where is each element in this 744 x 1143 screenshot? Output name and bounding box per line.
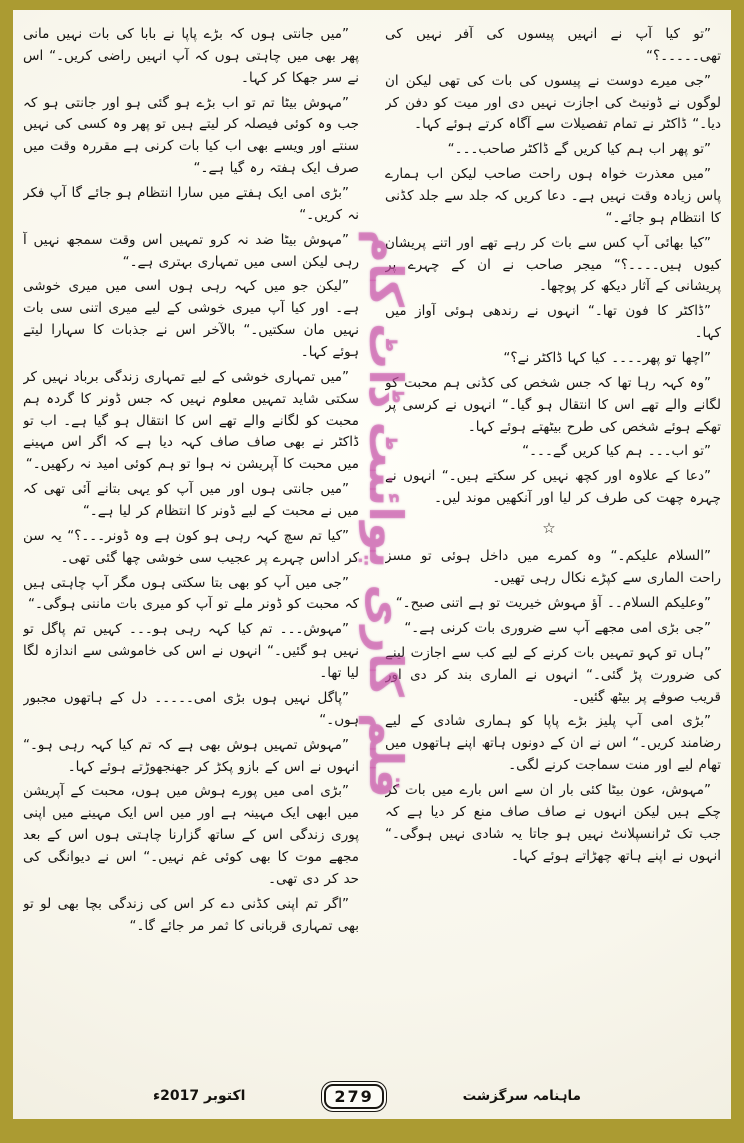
text-column-left: [23, 24, 359, 1056]
text-paragraph: ”مہوش بیٹا تم تو اب بڑے ہو گئی ہو اور جانتی ہو کہ جب وہ کوئی فیصلہ کر لیتے ہیں تو پھر وہ کسی کی نہیں سنتے اور ویسے بھی اب کیا بات کرنی ہے مقررہ وقت میں صرف ایک ہفتہ رہ گیا ہے۔“: [23, 94, 359, 177]
footer-magazine-title: ماہنامہ سرگزشت: [462, 1088, 581, 1104]
text-paragraph: ”ہاں تو کہو تمہیں بات کرنے کے لیے کب سے اجازت لینے کی ضرورت پڑ گئی۔“ انہوں نے الماری بند کر دی اور قریب صوفے پر بیٹھ گئیں۔: [385, 644, 721, 705]
text-paragraph: ”تو اب۔۔۔ ہم کیا کریں گے۔۔۔“: [522, 443, 711, 460]
text-paragraph: ”جی میں آپ کو بھی بتا سکتی ہوں مگر آپ چاہتی ہیں کہ محبت کو ڈونر ملے تو آپ کو میری بات ماننی ہوگی۔“: [23, 574, 359, 613]
text-paragraph: ”مہوش۔۔۔ تم کیا کہہ رہی ہو۔۔۔ کہیں تم پاگل تو نہیں ہو گئیں۔“ انہوں نے اس کی خاموشی سے اندازہ لگا لیا تھا۔: [23, 621, 359, 682]
watermark-text: قلم کاری پوائنٹ ڈاٹ کام: [359, 228, 414, 798]
text-paragraph: ”بڑی امی ایک ہفتے میں سارا انتظام ہو جائے گا آپ فکر نہ کریں۔“: [23, 185, 359, 223]
text-paragraph: ”وعلیکم السلام۔۔ آؤ مہوش خیریت تو ہے اتنی صبح۔“: [395, 595, 711, 612]
text-columns: [23, 24, 721, 1056]
page-number-badge: 279: [324, 1084, 383, 1109]
text-paragraph: ”میں معذرت خواہ ہوں راحت صاحب لیکن اب ہمارے پاس زیادہ وقت نہیں ہے۔ دعا کریں کہ جلد سے جلد کڈنی کا انتظام ہو جائے۔“: [385, 166, 721, 226]
section-separator: ☆: [542, 519, 564, 538]
text-paragraph: ”میں جانتی ہوں اور میں آپ کو یہی بتانے آئی تھی کہ میں نے محبت کے لیے ڈونر کا انتظام کر لیا ہے۔“: [23, 481, 359, 520]
text-paragraph: ”پاگل نہیں ہوں بڑی امی۔۔۔۔۔ دل کے ہاتھوں مجبور ہوں۔“: [23, 689, 359, 728]
text-paragraph: ”کیا تم سچ کہہ رہی ہو کون ہے وہ ڈونر۔۔۔؟“ یہ سن کر اداس چہرے پر عجیب سی خوشی چھا گئی تھی۔: [23, 527, 359, 566]
text-paragraph: ”وہ کہہ رہا تھا کہ جس شخص کی کڈنی ہم محبت کو لگانے والے تھے اس کا انتقال ہو گیا۔“ انہوں نے کرسی پر تھکے ہوئے شخص کی طرح بیٹھتے ہوئے کہا۔: [385, 374, 721, 435]
text-paragraph: ”میں جانتی ہوں کہ بڑے پاپا نے بابا کی بات نہیں مانی پھر بھی میں چاہتی ہوں کہ آپ انہیں راضی کریں۔“ اس نے سر جھکا کر کہا۔: [23, 26, 359, 86]
text-paragraph: ”السلام علیکم۔“ وہ کمرے میں داخل ہوئی تو مسز راحت الماری سے کپڑے نکال رہی تھیں۔: [385, 548, 721, 587]
footer-date: اکتوبر 2017ء: [153, 1088, 246, 1104]
page-footer: [13, 1081, 731, 1111]
text-paragraph: ”ڈاکٹر کا فون تھا۔“ انہوں نے رندھی ہوئی آواز میں کہا۔: [385, 303, 721, 342]
text-paragraph: ”کیا بھائی آپ کس سے بات کر رہے تھے اور اتنے پریشان کیوں ہیں۔۔۔۔؟“ میجر صاحب نے ان کے چہرے پر پریشانی کے آثار دیکھ کر پوچھا۔: [385, 234, 721, 295]
text-paragraph: ”لیکن جو میں کہہ رہی ہوں اسی میں میری خوشی ہے۔ اور کیا آپ میری خوشی کے لیے میری اتنی سی بات نہیں مان سکتیں۔“ بالآخر اس نے جذبات کا سہارا لیتے ہوئے کہا۔: [23, 278, 359, 361]
text-paragraph: ”مہوش بیٹا ضد نہ کرو تمہیں اس وقت سمجھ نہیں آ رہی لیکن اسی میں تمہاری بہتری ہے۔“: [23, 231, 359, 270]
text-paragraph: ”میں تمہاری خوشی کے لیے تمہاری زندگی برباد نہیں کر سکتی شاید تمہیں معلوم نہیں کہ جس ڈونر کا گردہ ہم محبت کو لگانے والے تھے اس کا انتقال ہو گیا ہے۔ اب تو ڈاکٹر نے بھی صاف صاف کہہ دیا ہے کہ اگر اس مہینے میں محبت کا آپریشن نہ ہوا تو ہم کوئی امید نہ رکھیں۔“: [23, 368, 359, 473]
text-paragraph: ”جی میرے دوست نے پیسوں کی بات کی تھی لیکن ان لوگوں نے ڈونیٹ کی اجازت نہیں دی اور میت کو دفن کر دیا۔“ ڈاکٹر نے تمام تفصیلات سے آگاہ کرتے ہوئے کہا۔: [385, 72, 721, 133]
text-column-right: [385, 24, 721, 1056]
text-paragraph: ”دعا کے علاوہ اور کچھ نہیں کر سکتے ہیں۔“ انہوں نے چہرہ چھت کی طرف کر لیا اور آنکھیں موند لیں۔: [385, 468, 721, 507]
text-paragraph: ”تو پھر اب ہم کیا کریں گے ڈاکٹر صاحب۔۔۔“: [447, 141, 711, 158]
text-paragraph: ”اچھا تو پھر۔۔۔۔ کیا کہا ڈاکٹر نے؟“: [503, 350, 711, 367]
text-paragraph: ”تو کیا آپ نے انہیں پیسوں کی آفر نہیں کی تھی۔۔۔۔۔؟“: [385, 26, 721, 64]
page-sheet: [13, 10, 731, 1119]
text-paragraph: ”جی بڑی امی مجھے آپ سے ضروری بات کرنی ہے۔“: [404, 619, 711, 636]
text-paragraph: ”بڑی امی میں پورے ہوش میں ہوں، محبت کے آپریشن میں ابھی ایک مہینہ ہے اور میں اس ایک مہینے میں اپنی پوری زندگی اس کے ساتھ گزارنا چاہتی ہوں اس کے بعد مجھے موت کا بھی کوئی غم نہیں۔“ اس نے دیوانگی کی حد کر دی تھی۔: [23, 783, 359, 887]
text-paragraph: ”بڑی امی آپ پلیز بڑے پاپا کو ہماری شادی کے لیے رضامند کریں۔“ اس نے ان کے دونوں ہاتھ اپنے ہاتھوں میں تھام لیے اور منت سماجت کرنے لگی۔: [385, 713, 721, 774]
text-paragraph: ”مہوش تمہیں ہوش بھی ہے کہ تم کیا کہہ رہی ہو۔“ انہوں نے اس کے بازو پکڑ کر جھنجھوڑتے ہوئے کہا۔: [23, 736, 359, 775]
text-paragraph: ”مہوش، عون بیٹا کئی بار ان سے اس بارے میں بات کر چکے ہیں لیکن انہوں نے صاف صاف منع کر دیا ہے کہ جب تک ٹرانسپلانٹ نہیں ہو جاتا یہ شادی نہیں ہوگی۔“ انہوں نے اپنے ہاتھ چھڑاتے ہوئے کہا۔: [385, 781, 721, 864]
text-paragraph: ”اگر تم اپنی کڈنی دے کر اس کی زندگی بچا بھی لو تو بھی تمہاری قربانی کا ثمر مر جائے گا۔“: [23, 895, 359, 934]
